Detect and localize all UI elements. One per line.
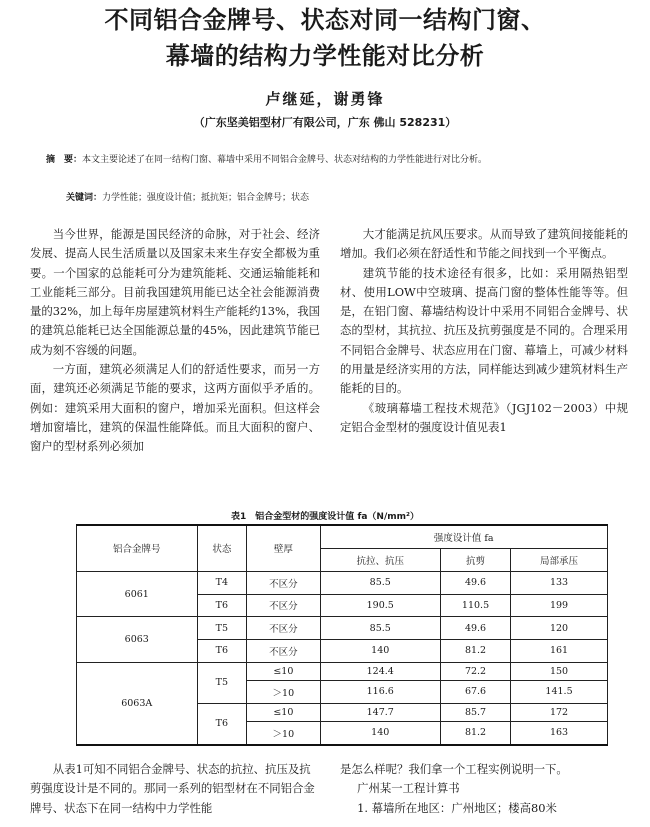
cell-bearing: 141.5 (511, 680, 608, 703)
cell-tension: 147.7 (320, 703, 441, 721)
cell-thickness: 不区分 (247, 571, 320, 594)
cell-temper: T5 (197, 617, 247, 640)
paper-title (20, 2, 630, 74)
title-line-2: 幕墙的结构力学性能对比分析 (165, 42, 485, 70)
cell-thickness: ＞10 (247, 680, 320, 703)
header-thickness: 壁厚 (247, 525, 320, 571)
cell-shear: 110.5 (441, 594, 511, 617)
header-temper: 状态 (197, 525, 247, 571)
cell-temper: T4 (197, 571, 247, 594)
cell-bearing: 161 (511, 640, 608, 663)
table-header-row (77, 525, 608, 549)
table-caption: 表1 铝合金型材的强度设计值 fa（N/mm²） (231, 512, 419, 522)
cell-alloy: 6063A (77, 662, 198, 745)
header-bearing: 局部承压 (511, 549, 608, 572)
header-group: 强度设计值 fa (320, 525, 608, 549)
cell-tension: 85.5 (320, 617, 441, 640)
paragraph: 一方面，建筑必须满足人们的舒适性要求，而另一方面，建筑还必须满足节能的要求，这两方面似乎矛盾的。例如：建筑采用大面积的窗户，增加采光面积。但这样会增加窗墙比，建筑的保温性能降低。而且大面积的窗户、窗户的型材系列必须加 (30, 362, 320, 454)
left-column (30, 225, 320, 457)
cell-alloy: 6063 (77, 617, 198, 663)
keywords-label: 关键词： (66, 193, 103, 203)
paragraph: 1. 幕墙所在地区：广州地区；楼高80米 (357, 800, 557, 815)
cell-tension: 140 (320, 721, 441, 745)
cell-bearing: 150 (511, 662, 608, 680)
cell-tension: 124.4 (320, 662, 441, 680)
right-column (340, 225, 628, 437)
cell-tension: 116.6 (320, 680, 441, 703)
authors: 卢继延，谢勇锋 (265, 90, 385, 108)
cell-alloy: 6061 (77, 571, 198, 617)
cell-thickness: ≤10 (247, 662, 320, 680)
title-line-1: 不同铝合金牌号、状态对同一结构门窗、 (104, 6, 546, 34)
cell-bearing: 133 (511, 571, 608, 594)
keywords-text: 力学性能；强度设计值；抵抗矩；铝合金牌号；状态 (102, 193, 310, 203)
table-row (77, 617, 608, 640)
cell-shear: 85.7 (441, 703, 511, 721)
cell-temper: T6 (197, 640, 247, 663)
abstract-label: 摘 要： (46, 155, 83, 165)
keywords (66, 190, 616, 206)
cell-bearing: 199 (511, 594, 608, 617)
paragraph: 当今世界，能源是国民经济的命脉，对于社会、经济发展、提高人民生活质量以及国家未来生存安全都极为重要。一个国家的总能耗可分为建筑能耗、交通运输能耗和工业能耗三部分。目前我国建筑用能已达全社会能源消费量的32%，加上每年房屋建筑材料生产能耗约13%，我国的建筑总能耗已达全国能源总量的45%，因此建筑节能已成为刻不容缓的问题。 (30, 227, 320, 357)
cell-bearing: 163 (511, 721, 608, 745)
paragraph: 广州某一工程计算书 (357, 781, 460, 796)
cell-temper: T6 (197, 594, 247, 617)
paragraph: 建筑节能的技术途径有很多，比如：采用隔热铝型材、使用LOW中空玻璃、提高门窗的整体性能等等。但是，在铝门窗、幕墙结构设计中采用不同铝合金牌号、状态的型材，其抗拉、抗压及抗剪强度是不同的。合理采用不同铝合金牌号、状态应用在门窗、幕墙上，可减少材料的用量是经济实用的方法，同样能达到减少建筑材料生产能耗的目的。 (340, 265, 628, 396)
paragraph: 《玻璃幕墙工程技术规范》（JGJ102－2003）中规定铝合金型材的强度设计值见表1 (340, 400, 628, 434)
cell-shear: 49.6 (441, 571, 511, 594)
cell-tension: 190.5 (320, 594, 441, 617)
abstract-text: 本文主要论述了在同一结构门窗、幕墙中采用不同铝合金牌号、状态对结构的力学性能进行对比分析。 (82, 155, 488, 165)
cell-shear: 49.6 (441, 617, 511, 640)
table-row (77, 571, 608, 594)
strength-table (76, 524, 608, 746)
cell-temper: T6 (197, 703, 247, 745)
cell-shear: 81.2 (441, 640, 511, 663)
paragraph: 是怎么样呢？我们拿一个工程实例说明一下。 (340, 762, 568, 776)
cell-bearing: 172 (511, 703, 608, 721)
cell-shear: 67.6 (441, 680, 511, 703)
table-row (77, 662, 608, 680)
header-alloy: 铝合金牌号 (77, 525, 198, 571)
cell-thickness: 不区分 (247, 594, 320, 617)
affiliation: （广东坚美铝型材厂有限公司，广东 佛山 528231） (193, 116, 457, 129)
cell-thickness: 不区分 (247, 640, 320, 663)
bottom-left-column (30, 760, 320, 818)
cell-thickness: ＞10 (247, 721, 320, 745)
cell-thickness: 不区分 (247, 617, 320, 640)
cell-tension: 140 (320, 640, 441, 663)
abstract (46, 152, 616, 168)
cell-shear: 81.2 (441, 721, 511, 745)
cell-tension: 85.5 (320, 571, 441, 594)
cell-bearing: 120 (511, 617, 608, 640)
cell-shear: 72.2 (441, 662, 511, 680)
cell-temper: T5 (197, 662, 247, 703)
paragraph: 从表1可知不同铝合金牌号、状态的抗拉、抗压及抗剪强度设计是不同的。那同一系列的铝型材在不同铝合金牌号、状态下在同一结构中力学性能 (30, 762, 315, 815)
paragraph: 大才能满足抗风压要求。从而导致了建筑间接能耗的增加。我们必须在舒适性和节能之间找到一个平衡点。 (340, 227, 628, 261)
header-shear: 抗剪 (441, 549, 511, 572)
bottom-right-column (340, 760, 628, 818)
header-tension: 抗拉、抗压 (320, 549, 441, 572)
cell-thickness: ≤10 (247, 703, 320, 721)
